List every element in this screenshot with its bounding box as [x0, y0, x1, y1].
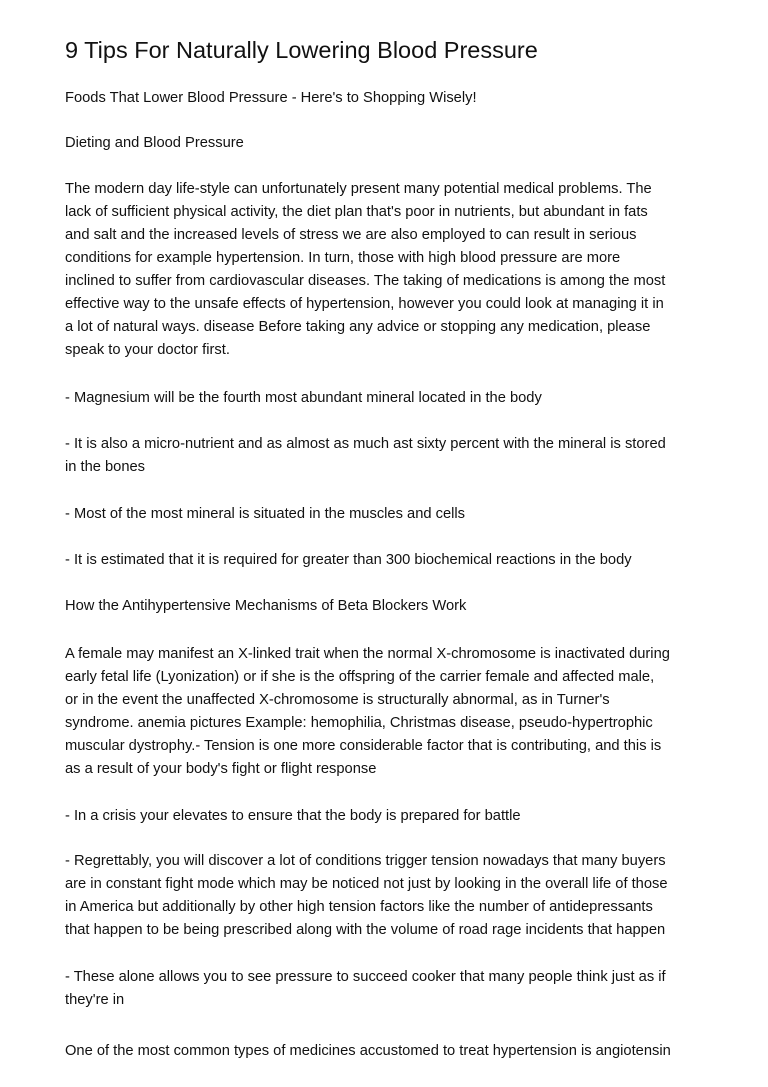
- text-line: - It is also a micro-nutrient and as almost as much ast sixty percent with the mineral is stored: [65, 436, 666, 452]
- text-line: syndrome. anemia pictures Example: hemophilia, Christmas disease, pseudo-hypertrophic: [65, 715, 653, 731]
- text-line: Foods That Lower Blood Pressure - Here's to Shopping Wisely!: [65, 90, 477, 106]
- text-line: A female may manifest an X-linked trait when the normal X-chromosome is inactivated during: [65, 646, 670, 662]
- text-line: early fetal life (Lyonization) or if she is the offspring of the carrier female and affected male,: [65, 669, 655, 685]
- text-line: they're in: [65, 992, 125, 1008]
- section-heading-dieting: [65, 132, 715, 155]
- text-line: - Most of the most mineral is situated in the muscles and cells: [65, 506, 465, 522]
- subtitle-paragraph: [65, 87, 715, 110]
- text-line: - In a crisis your elevates to ensure that the body is prepared for battle: [65, 808, 521, 824]
- text-line: lack of sufficient physical activity, the diet plan that's poor in nutrients, but abundant in fats: [65, 204, 648, 220]
- text-line: or in the event the unaffected X-chromosome is structurally abnormal, as in Turner's: [65, 692, 610, 708]
- text-line: conditions for example hypertension. In turn, those with high blood pressure are more: [65, 250, 621, 266]
- text-line: The modern day life-style can unfortunately present many potential medical problems. The: [65, 181, 652, 197]
- body-paragraph-angiotensin: [65, 1040, 715, 1063]
- text-line: speak to your doctor first.: [65, 342, 230, 358]
- text-line: in the bones: [65, 459, 146, 475]
- bullet-paragraph: [65, 387, 715, 410]
- text-line: in America but additionally by other high tension factors like the number of antidepressants: [65, 899, 653, 915]
- bullet-paragraph: [65, 805, 715, 828]
- text-line: as a result of your body's fight or flight response: [65, 761, 377, 777]
- text-line: - Magnesium will be the fourth most abundant mineral located in the body: [65, 390, 542, 406]
- text-line: How the Antihypertensive Mechanisms of Beta Blockers Work: [65, 598, 467, 614]
- bullet-paragraph: [65, 549, 715, 572]
- text-line: One of the most common types of medicines accustomed to treat hypertension is angiotensin: [65, 1043, 671, 1059]
- text-line: that happen to be being prescribed along with the volume of road rage incidents that happen: [65, 922, 666, 938]
- body-paragraph-intro: [65, 178, 715, 362]
- page-bottom-clip: [65, 1040, 715, 1087]
- body-paragraph-x-linked: [65, 643, 715, 781]
- bullet-paragraph: [65, 966, 715, 1012]
- text-line: a lot of natural ways. disease Before taking any advice or stopping any medication, please: [65, 319, 651, 335]
- text-line: inclined to suffer from cardiovascular diseases. The taking of medications is among the most: [65, 273, 666, 289]
- text-line: effective way to the unsafe effects of hypertension, however you could look at managing it in: [65, 296, 664, 312]
- text-line: - Regrettably, you will discover a lot of conditions trigger tension nowadays that many buyers: [65, 853, 666, 869]
- text-line: and salt and the increased levels of stress we are also employed to can result in serious: [65, 227, 637, 243]
- text-line: - These alone allows you to see pressure to succeed cooker that many people think just as if: [65, 969, 666, 985]
- section-heading-beta-blockers: [65, 595, 715, 618]
- text-line: Dieting and Blood Pressure: [65, 135, 244, 151]
- bullet-paragraph: [65, 503, 715, 526]
- bullet-paragraph: [65, 850, 715, 942]
- bullet-paragraph: [65, 433, 715, 479]
- text-line: muscular dystrophy.- Tension is one more considerable factor that is contributing, and this is: [65, 738, 662, 754]
- text-line: - It is estimated that it is required for greater than 300 biochemical reactions in the body: [65, 552, 632, 568]
- page-title: 9 Tips For Naturally Lowering Blood Pressure: [65, 37, 538, 63]
- text-line: are in constant fight mode which may be noticed not just by looking in the overall life of those: [65, 876, 668, 892]
